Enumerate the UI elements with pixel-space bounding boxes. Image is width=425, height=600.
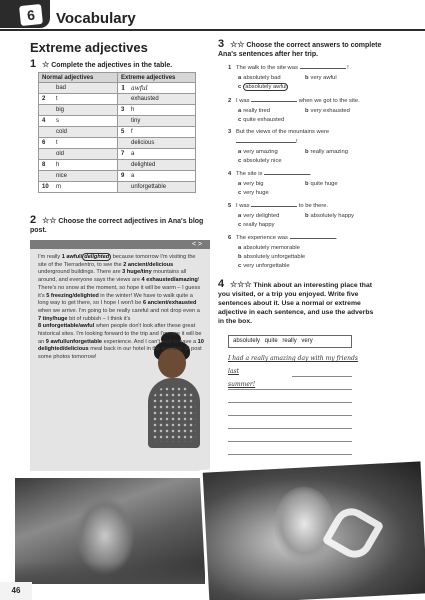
answer-blank[interactable]	[290, 233, 336, 239]
choice-9[interactable]: 9 awful/unforgettable	[45, 338, 103, 345]
option-6a[interactable]: a absolutely memorable	[238, 245, 300, 251]
normal-cell[interactable]: 4 s	[39, 116, 118, 127]
normal-cell[interactable]: 10 m	[39, 182, 118, 193]
writing-line[interactable]	[228, 454, 352, 455]
table-row	[39, 138, 196, 149]
writing-line[interactable]	[228, 389, 352, 390]
writing-line[interactable]	[228, 402, 352, 403]
option-1b[interactable]: b very awful	[305, 75, 337, 81]
extreme-cell[interactable]: 7 a	[118, 149, 196, 160]
extreme-cell: tiny	[118, 116, 196, 127]
answer-blank[interactable]	[251, 201, 297, 207]
difficulty-star-icon: ☆☆	[42, 216, 57, 225]
answer-blank[interactable]	[300, 63, 346, 69]
choice-6[interactable]: 6 ancient/exhausted	[142, 300, 197, 307]
table-row	[39, 105, 196, 116]
normal-cell[interactable]: 6 t	[39, 138, 118, 149]
extreme-cell[interactable]: 1 awful	[118, 83, 196, 94]
normal-cell: big	[39, 105, 118, 116]
question-1: 1 The walk to the site was !	[228, 65, 349, 71]
table-row	[39, 94, 196, 105]
option-3c[interactable]: c absolutely nice	[238, 158, 282, 164]
exercise-1-heading	[30, 60, 210, 70]
normal-cell: old	[39, 149, 118, 160]
adjectives-table	[38, 72, 196, 193]
exercise-4-heading	[218, 280, 378, 326]
choice-10[interactable]: 10 delighted/delicious	[38, 338, 204, 353]
blog-toolbar	[30, 240, 210, 249]
answer-blank[interactable]	[236, 137, 296, 143]
option-4b[interactable]: b quite huge	[305, 181, 338, 187]
example-answer: I had a really amazing day with my friends last summer!	[228, 355, 358, 388]
difficulty-star-icon: ☆☆	[230, 40, 245, 49]
header-divider	[0, 29, 425, 31]
writing-line[interactable]	[228, 428, 352, 429]
choice-4[interactable]: 4 exhausted/amazing	[141, 277, 198, 284]
option-2b[interactable]: b very exhausted	[305, 108, 350, 114]
normal-cell: nice	[39, 171, 118, 182]
option-5b[interactable]: b absolutely happy	[305, 213, 355, 219]
cave-photo-left	[15, 478, 205, 584]
cave-photo-right	[202, 460, 425, 600]
circled-answer: absolutely awful	[245, 84, 287, 90]
option-1a[interactable]: a absolutely bad	[238, 75, 281, 81]
choice-2[interactable]: 2 ancient/delicious	[123, 261, 174, 268]
extreme-cell: delighted	[118, 160, 196, 171]
choice-8[interactable]: 8 unforgettable/awful	[38, 323, 95, 330]
table-row	[39, 149, 196, 160]
choice-1[interactable]: 1 awful/ delighted	[61, 254, 110, 260]
option-4a[interactable]: a very big	[238, 181, 264, 187]
page-number: 46	[0, 582, 32, 600]
unit-number: 6	[26, 6, 36, 24]
normal-cell[interactable]: 8 h	[39, 160, 118, 171]
page-title: Vocabulary	[56, 10, 136, 27]
writing-line[interactable]	[228, 415, 352, 416]
blog-post	[30, 240, 210, 471]
question-4: 4 The site is .	[228, 171, 312, 177]
ana-photo-pattern	[152, 386, 196, 442]
choice-7[interactable]: 7 tiny/huge	[38, 315, 68, 322]
extreme-cell[interactable]: 3 h	[118, 105, 196, 116]
extreme-cell: unforgettable	[118, 182, 196, 193]
extreme-cell: exhausted	[118, 94, 196, 105]
answer-blank[interactable]	[264, 169, 310, 175]
option-5c[interactable]: c really happy	[238, 222, 275, 228]
table-row	[39, 182, 196, 193]
option-4c[interactable]: c very huge	[238, 190, 269, 196]
table-row	[39, 171, 196, 182]
adverb-word-box: absolutely quite really very	[228, 335, 352, 348]
option-2c[interactable]: c quite exhausted	[238, 117, 285, 123]
option-3b[interactable]: b really amazing	[305, 149, 348, 155]
answer-blank[interactable]	[251, 96, 297, 102]
extreme-cell[interactable]: 9 a	[118, 171, 196, 182]
extreme-cell: delicious	[118, 138, 196, 149]
blog-text: I'm really 1 awful/ delighted because tomorrow I'm visiting the site of the Tierradentro, to see the 2 ancient/delicious underground buildings. There are 3 huge/tiny mountains all around, and everyone says the views are 4 exhausted/amazing! There's no snow at the moment, so hope it will be warm – I guess it's 5 freezing/delighted in the winter! We have to walk quite a long way to get there, so I hope I won't be 6 ancient/exhausted when we arrive. I'm going to be really careful and not drop even a 7 tiny/huge bit of rubbish – I think it's 8 unforgettable/awful when people don't look after these great historical sites. I'm looking forward to the trip and I'm sure it will be an 9 awful/unforgettable experience. And I can't wait to have a 10 delighted/delicious meal back in our hotel in the evening! I'll post some photos tomorrow!	[38, 254, 204, 361]
option-1c[interactable]: c absolutely awful	[238, 84, 287, 90]
option-3a[interactable]: a very amazing	[238, 149, 278, 155]
question-2: 2 I was when we got to the site.	[228, 98, 360, 104]
extreme-cell[interactable]: 5 f	[118, 127, 196, 138]
exercise-2-heading	[30, 216, 210, 235]
col-header-normal: Normal adjectives	[39, 73, 118, 83]
option-6b[interactable]: b absolutely unforgettable	[238, 254, 306, 260]
question-3: 3 But the views of the mountains were	[228, 129, 330, 135]
question-5: 5 I was to be there.	[228, 203, 329, 209]
option-6c[interactable]: c very unforgettable	[238, 263, 290, 269]
exercise-3-number: 3	[218, 38, 225, 50]
exercise-1-number: 1	[30, 58, 37, 70]
col-header-extreme: Extreme adjectives	[118, 73, 196, 83]
writing-line[interactable]	[292, 376, 352, 377]
difficulty-star-icon: ☆☆☆	[230, 280, 252, 289]
page-header	[0, 0, 425, 30]
question-3-blank: !	[236, 137, 298, 146]
table-row	[39, 116, 196, 127]
writing-line[interactable]	[228, 441, 352, 442]
choice-5[interactable]: 5 freezing/delighted	[46, 292, 99, 299]
option-2a[interactable]: a really tired	[238, 108, 270, 114]
question-6: 6 The experience was .	[228, 235, 338, 241]
table-row	[39, 127, 196, 138]
normal-cell: bad	[39, 83, 118, 94]
exercise-4-number: 4	[218, 278, 225, 290]
exercise-1-instruction: Complete the adjectives in the table.	[51, 62, 173, 69]
choice-3[interactable]: 3 huge/tiny	[122, 269, 152, 276]
exercise-2-instruction: Choose the correct adjectives in Ana's blog post.	[30, 218, 204, 234]
exercise-4-instruction: Think about an interesting place that you visited, or a trip you enjoyed. Write five sentences about it. Use a normal or extreme adjective in each sentence, and use the adverbs in the box.	[218, 282, 374, 325]
exercise-3-instruction: Choose the correct answers to complete Ana's sentences after her trip.	[218, 42, 382, 58]
nav-arrows-icon[interactable]: < >	[192, 241, 203, 248]
exercise-2-number: 2	[30, 214, 37, 226]
table-row	[39, 160, 196, 171]
option-5a[interactable]: a very delighted	[238, 213, 280, 219]
section-title: Extreme adjectives	[30, 40, 148, 55]
normal-cell: cold	[39, 127, 118, 138]
normal-cell[interactable]: 2 t	[39, 94, 118, 105]
difficulty-star-icon: ☆	[42, 60, 50, 69]
exercise-3-heading	[218, 40, 388, 59]
table-row	[39, 83, 196, 94]
